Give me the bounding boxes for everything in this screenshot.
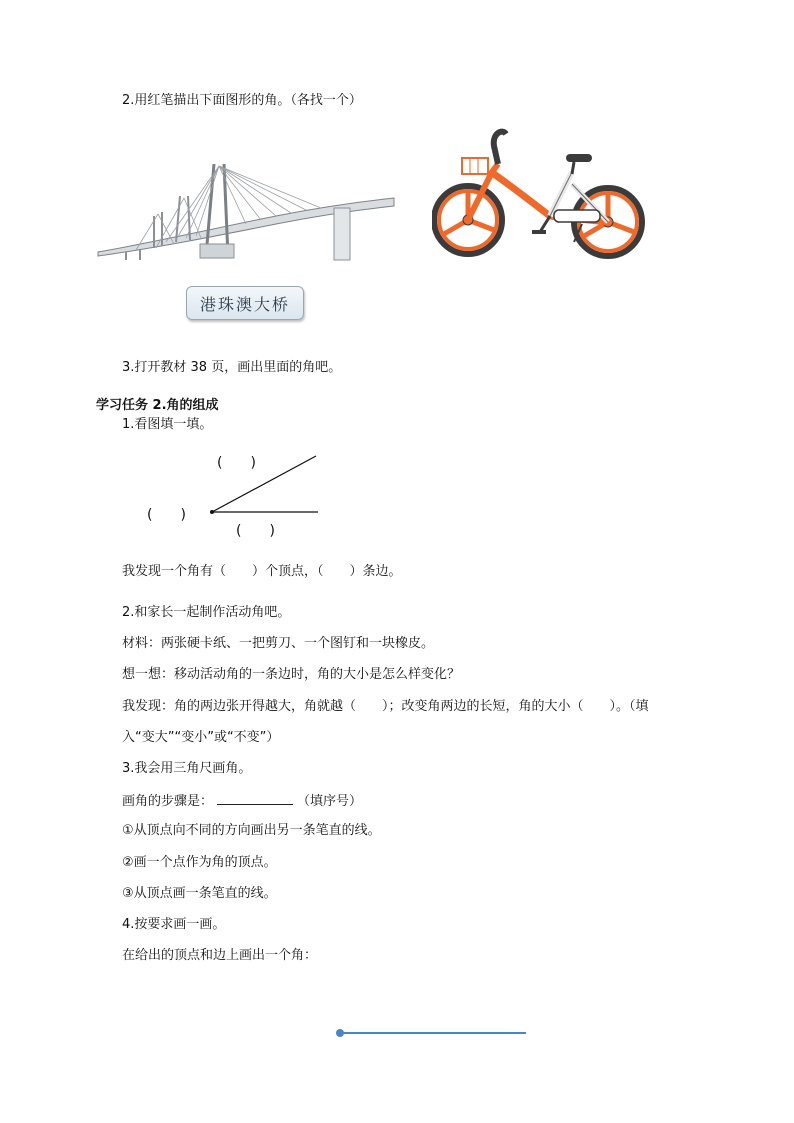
item-2-make-angle: 2.和家长一起制作活动角吧。 bbox=[122, 605, 291, 620]
paren-upper-side: ( ) bbox=[217, 455, 256, 471]
bridge-caption-label: 港珠澳大桥 bbox=[186, 286, 304, 320]
draw-instruction: 在给出的顶点和边上画出一个角： bbox=[122, 948, 318, 963]
item-4-draw: 4.按要求画一画。 bbox=[122, 917, 226, 932]
item-3-draw-with-ruler: 3.我会用三角尺画角。 bbox=[122, 761, 252, 776]
step-1: ①从顶点向不同的方向画出另一条笔直的线。 bbox=[122, 823, 381, 838]
bicycle-illustration bbox=[432, 124, 648, 260]
paren-lower-side: ( ) bbox=[236, 523, 275, 539]
task-2-heading: 学习任务 2.角的组成 bbox=[96, 398, 219, 413]
steps-line bbox=[122, 791, 362, 811]
discover-vertex-sides: 我发现一个角有（ ）个顶点，（ ）条边。 bbox=[122, 564, 402, 579]
steps-suffix: （填序号） bbox=[297, 794, 363, 809]
bridge-illustration bbox=[96, 156, 396, 264]
step-2: ②画一个点作为角的顶点。 bbox=[122, 855, 277, 870]
item-3-textbook: 3.打开教材 38 页，画出里面的角吧。 bbox=[122, 360, 342, 375]
found-text-line1: 我发现：角的两边张开得越大，角就越（ ）；改变角两边的长短，角的大小（ ）。（填 bbox=[122, 699, 649, 714]
paren-vertex: ( ) bbox=[147, 507, 186, 523]
steps-label: 画角的步骤是： bbox=[122, 794, 214, 809]
item-2-trace-angles: 2.用红笔描出下面图形的角。（各找一个） bbox=[122, 93, 362, 108]
given-vertex-point bbox=[336, 1029, 344, 1037]
given-angle-side bbox=[334, 1026, 530, 1040]
found-text-line2: 入“变大”“变小”或“不变”） bbox=[122, 730, 280, 745]
think-text: 想一想：移动活动角的一条边时，角的大小是怎么样变化？ bbox=[122, 667, 461, 682]
angle-vertex bbox=[210, 510, 214, 514]
item-1-fill: 1.看图填一填。 bbox=[122, 417, 213, 432]
materials-text: 材料：两张硬卡纸、一把剪刀、一个图钉和一块橡皮。 bbox=[122, 636, 435, 651]
steps-answer-blank[interactable] bbox=[217, 791, 293, 805]
step-3: ③从顶点画一条笔直的线。 bbox=[122, 886, 277, 901]
